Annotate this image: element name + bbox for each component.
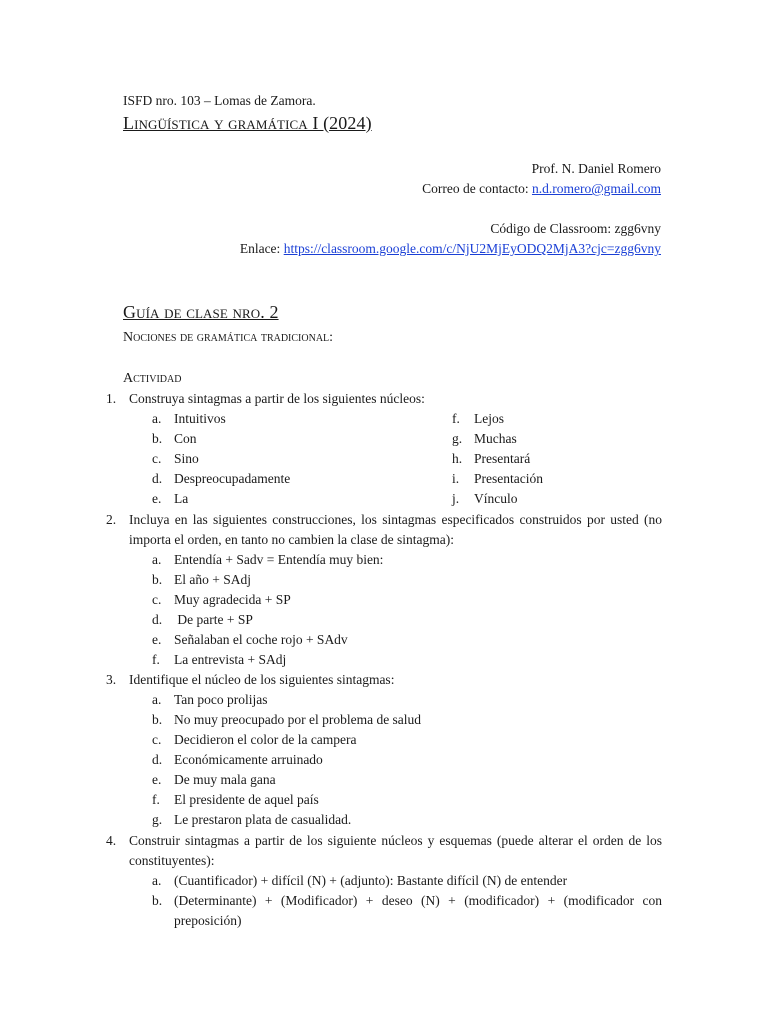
list-item: Decidieron el color de la campera xyxy=(174,732,357,747)
item-letter: a. xyxy=(152,552,162,567)
list-item: (Cuantificador) + difícil (N) + (adjunto): Bastante difícil (N) de entender xyxy=(174,873,568,888)
item-letter: h. xyxy=(452,451,463,466)
list-item: De parte + SP xyxy=(174,612,253,627)
item-letter: i. xyxy=(452,471,460,486)
list-item: Económicamente arruinado xyxy=(174,752,323,767)
list-item: Presentará xyxy=(474,451,531,466)
item-letter: a. xyxy=(152,411,162,426)
list-item: Lejos xyxy=(474,411,504,426)
institution-line: ISFD nro. 103 – Lomas de Zamora. xyxy=(123,93,316,108)
contact-email-line xyxy=(422,179,661,199)
professor-name: Prof. N. Daniel Romero xyxy=(531,161,661,176)
list-item: Le prestaron plata de casualidad. xyxy=(174,812,352,827)
item-letter: d. xyxy=(152,752,163,767)
list-item: (Determinante) + (Modificador) + deseo (N) + (modificador) + (modificador con preposición) xyxy=(174,893,662,928)
item-letter: b. xyxy=(152,572,163,587)
item-letter: e. xyxy=(152,772,162,787)
classroom-link[interactable]: https://classroom.google.com/c/NjU2MjEyODQ2MjA3?cjc=zgg6vny xyxy=(283,241,661,256)
list-item: Entendía + Sadv = Entendía muy bien: xyxy=(174,552,384,567)
question-number: 3. xyxy=(106,672,117,687)
list-item: Señalaban el coche rojo + SAdv xyxy=(174,632,348,647)
list-item: De muy mala gana xyxy=(174,772,276,787)
list-item: Tan poco prolijas xyxy=(174,692,268,707)
item-letter: g. xyxy=(452,431,463,446)
list-item: Con xyxy=(174,431,197,446)
course-title: Lingüística y gramática I (2024) xyxy=(123,113,372,133)
question-text: Incluya en las siguientes construcciones, los sintagmas especificados construidos por usted (no importa el orden, en tanto no cambien la clase de sintagma): xyxy=(129,512,662,547)
question-text: Construir sintagmas a partir de los siguiente núcleos y esquemas (puede alterar el orden de los constituyentes): xyxy=(129,833,662,868)
item-letter: b. xyxy=(152,712,163,727)
item-letter: e. xyxy=(152,491,162,506)
item-letter: j. xyxy=(452,491,460,506)
list-item: El presidente de aquel país xyxy=(174,792,319,807)
item-letter: g. xyxy=(152,812,163,827)
question-text: Construya sintagmas a partir de los siguientes núcleos: xyxy=(129,391,425,406)
item-letter: f. xyxy=(152,652,160,667)
item-letter: f. xyxy=(452,411,460,426)
question-number: 1. xyxy=(106,391,117,406)
question-number: 2. xyxy=(106,512,117,527)
item-letter: f. xyxy=(152,792,160,807)
list-item: Muy agradecida + SP xyxy=(174,592,291,607)
list-item: Vínculo xyxy=(474,491,518,506)
email-label: Correo de contacto: xyxy=(422,181,532,196)
email-link[interactable]: n.d.romero@gmail.com xyxy=(531,181,661,196)
activity-label: Actividad xyxy=(123,371,182,386)
list-item: Intuitivos xyxy=(174,411,226,426)
item-letter: c. xyxy=(152,592,162,607)
list-item: La entrevista + SAdj xyxy=(174,652,287,667)
item-letter: c. xyxy=(152,451,162,466)
item-letter: b. xyxy=(152,893,163,908)
list-item: No muy preocupado por el problema de salud xyxy=(174,712,422,727)
item-letter: d. xyxy=(152,612,163,627)
item-letter: b. xyxy=(152,431,163,446)
classroom-code: Código de Classroom: zgg6vny xyxy=(490,221,661,236)
guide-title: Guía de clase nro. 2 xyxy=(123,302,279,322)
item-letter: a. xyxy=(152,692,162,707)
list-item: Muchas xyxy=(474,431,517,446)
guide-subtitle: Nociones de gramática tradicional: xyxy=(123,330,334,345)
list-item: El año + SAdj xyxy=(174,572,251,587)
list-item: Presentación xyxy=(474,471,543,486)
list-item: Despreocupadamente xyxy=(174,471,291,486)
classroom-link-line xyxy=(240,239,661,259)
item-letter: e. xyxy=(152,632,162,647)
question-text: Identifique el núcleo de los siguientes sintagmas: xyxy=(129,672,395,687)
link-label: Enlace: xyxy=(239,241,284,256)
list-item: Sino xyxy=(174,451,199,466)
item-letter: c. xyxy=(152,732,162,747)
list-item: La xyxy=(174,491,189,506)
item-letter: d. xyxy=(152,471,163,486)
question-number: 4. xyxy=(106,833,117,848)
item-letter: a. xyxy=(152,873,162,888)
